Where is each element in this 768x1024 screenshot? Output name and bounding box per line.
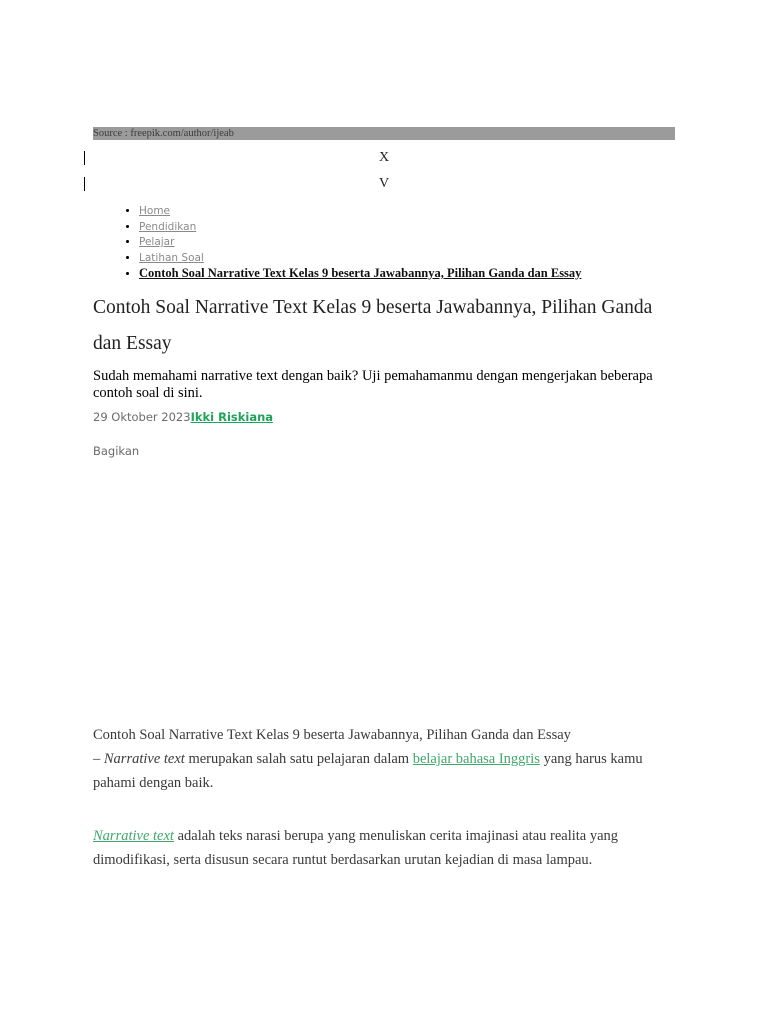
text-cursor [84, 177, 85, 191]
expand-button[interactable]: V [378, 176, 390, 191]
paragraph-text: yang harus kamu pahami dengan baik. [93, 751, 643, 791]
share-label[interactable]: Bagikan [93, 444, 140, 458]
breadcrumb-link-pelajar[interactable]: Pelajar [139, 236, 175, 248]
publish-date: 29 Oktober 2023 [93, 410, 191, 424]
paragraph-text: adalah teks narasi berupa yang menuliskan cerita imajinasi atau realita yang dimodifikasi, serta disusun secara runtut berdasarkan urutan kejadian di masa lampau. [93, 828, 619, 868]
breadcrumb-item-current [139, 266, 581, 283]
breadcrumb-item-home [139, 204, 581, 220]
breadcrumb [115, 204, 581, 283]
paragraph-text: merupakan salah satu pelajaran dalam [184, 751, 413, 767]
article-title: Contoh Soal Narrative Text Kelas 9 beserta Jawabannya, Pilihan Ganda dan Essay [93, 297, 653, 354]
article-meta [93, 409, 273, 425]
breadcrumb-item-pendidikan [139, 220, 581, 236]
image-source-caption: Source : freepik.com/author/ijeab [93, 127, 675, 140]
lead-text: Contoh Soal Narrative Text Kelas 9 beserta Jawabannya, Pilihan Ganda dan Essay [93, 727, 571, 743]
breadcrumb-item-latihan-soal [139, 251, 581, 267]
breadcrumb-link-pendidikan[interactable]: Pendidikan [139, 220, 197, 233]
article-subtitle: Sudah memahami narrative text dengan baik? Uji pemahamanmu dengan mengerjakan beberapa contoh soal di sini. [93, 368, 653, 401]
author-link[interactable]: Ikki Riskiana [190, 410, 274, 424]
article-paragraph-2 [93, 824, 668, 872]
narrative-text-link[interactable] [93, 828, 174, 844]
narrative-text-term: Narrative text [103, 751, 185, 767]
article-paragraph-1 [93, 723, 668, 795]
close-button[interactable]: X [378, 150, 390, 165]
text-cursor [84, 151, 85, 165]
breadcrumb-link-current[interactable]: Contoh Soal Narrative Text Kelas 9 beserta Jawabannya, Pilihan Ganda dan Essay [139, 266, 582, 280]
breadcrumb-link-latihan-soal[interactable]: Latihan Soal [139, 251, 204, 264]
belajar-bahasa-inggris-link[interactable]: belajar bahasa Inggris [412, 751, 540, 767]
dash-text: – [93, 751, 104, 767]
narrative-text-link-label: Narrative text [93, 828, 174, 844]
breadcrumb-link-home[interactable]: Home [139, 205, 171, 217]
breadcrumb-item-pelajar [139, 235, 581, 251]
